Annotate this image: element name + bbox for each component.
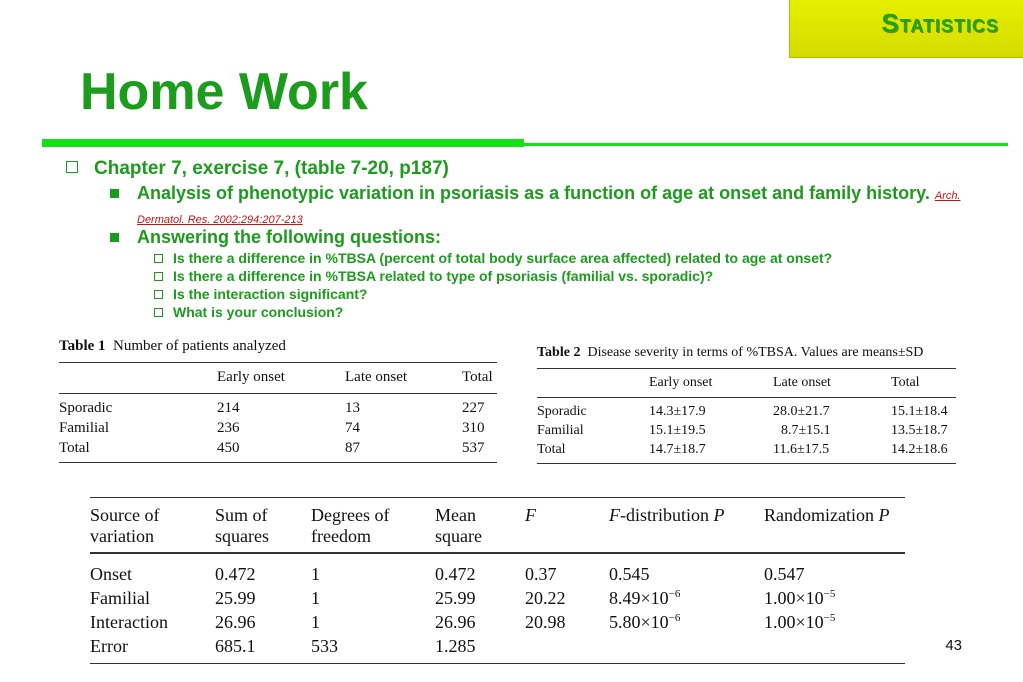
table1-cell: 13 [345, 400, 360, 416]
bullet-analysis: Analysis of phenotypic variation in psoriasis as a function of age at onset and family history. Arch. Dermatol. Res. 2002;294:207-213 [110, 183, 970, 231]
table2-cell: 14.2±18.6 [891, 442, 948, 457]
anova-cell: 0.545 [609, 564, 650, 584]
question-1: Is there a difference in %TBSA (percent of total body surface area affected) related to age at onset? [154, 250, 832, 266]
table2-cell: 11.6±17.5 [773, 442, 830, 457]
hollow-square-bullet-icon [154, 254, 163, 263]
badge-label: Statistics [881, 8, 999, 38]
hollow-square-bullet-icon [154, 272, 163, 281]
title-rule-accent [42, 139, 524, 147]
anova-cell: $5.80\times 10^{-6}$ [609, 612, 681, 632]
anova-header: F-distribution P [609, 505, 725, 525]
question-2: Is there a difference in %TBSA related to type of psoriasis (familial vs. sporadic)? [154, 268, 713, 284]
table2-header: Early onset [649, 375, 713, 390]
table1-header: Late onset [345, 369, 408, 385]
anova-header: Randomization P [764, 505, 890, 525]
anova-row-label: Familial [90, 588, 150, 608]
table2-header: Late onset [773, 375, 831, 390]
anova-cell: 20.22 [525, 588, 566, 608]
anova-header: Source of variation [90, 505, 160, 546]
bullet-answering: Answering the following questions: [110, 227, 441, 248]
anova-cell: $1.00\times 10^{-5}$ [764, 612, 836, 632]
table1-header: Early onset [217, 369, 285, 385]
table1-cell: 450 [217, 440, 240, 456]
anova-header: Degrees of freedom [311, 505, 390, 546]
table2-header: Total [891, 375, 920, 390]
filled-square-bullet-icon [110, 189, 119, 198]
table1-row-label: Sporadic [59, 400, 113, 416]
citation-link[interactable]: Arch. Dermatol. Res. 2002;294:207-213 [137, 190, 961, 226]
anova-cell: 26.96 [215, 612, 256, 632]
bullet-chapter: Chapter 7, exercise 7, (table 7-20, p187) [66, 158, 449, 180]
table2-row-label: Familial [537, 423, 584, 438]
table2-cell: 15.1±18.4 [891, 404, 948, 419]
anova-header: Sum of squares [215, 505, 269, 546]
hollow-square-bullet-icon [66, 161, 78, 173]
question-4: What is your conclusion? [154, 304, 343, 320]
page-title: Home Work [80, 63, 368, 121]
hollow-square-bullet-icon [154, 308, 163, 317]
anova-cell: 1 [311, 588, 320, 608]
anova-cell: 25.99 [215, 588, 256, 608]
table1-cell: 74 [345, 420, 360, 436]
table2-cell: 13.5±18.7 [891, 423, 948, 438]
anova-cell: 0.547 [764, 564, 805, 584]
question-3: Is the interaction significant? [154, 286, 367, 302]
anova-cell: 20.98 [525, 612, 566, 632]
table1-cell: 537 [462, 440, 485, 456]
anova-cell: $1.00\times 10^{-5}$ [764, 588, 836, 608]
table2-cell: 14.3±17.9 [649, 404, 706, 419]
anova-cell: 0.472 [435, 564, 476, 584]
hollow-square-bullet-icon [154, 290, 163, 299]
anova-cell: $8.49\times 10^{-6}$ [609, 588, 681, 608]
anova-row-label: Onset [90, 564, 132, 584]
filled-square-bullet-icon [110, 233, 119, 242]
table1-header: Total [462, 369, 493, 385]
table1-cell: 214 [217, 400, 240, 416]
anova-cell: 1 [311, 564, 320, 584]
table1-cell: 87 [345, 440, 360, 456]
anova-cell: 533 [311, 636, 338, 656]
table1-row-label: Total [59, 440, 90, 456]
anova-row-label: Error [90, 636, 128, 656]
table1-caption: Table 1 Number of patients analyzed [59, 338, 286, 354]
table2-cell: 14.7±18.7 [649, 442, 706, 457]
anova-cell: 1.285 [435, 636, 476, 656]
anova-cell: 25.99 [435, 588, 476, 608]
table2-caption: Table 2 Disease severity in terms of %TBSA. Values are means±SD [537, 345, 924, 360]
table2-row-label: Total [537, 442, 566, 457]
table2-cell: 28.0±21.7 [773, 404, 830, 419]
anova-cell: 0.472 [215, 564, 256, 584]
anova-cell: 685.1 [215, 636, 256, 656]
anova-header: F [525, 505, 536, 525]
anova-header: Mean square [435, 505, 482, 546]
anova-cell: 26.96 [435, 612, 476, 632]
table2-cell: 8.7±15.1 [781, 423, 831, 438]
statistics-badge [789, 0, 1023, 58]
anova-cell: 1 [311, 612, 320, 632]
table1-cell: 227 [462, 400, 485, 416]
table2-cell: 15.1±19.5 [649, 423, 706, 438]
table1-cell: 310 [462, 420, 485, 436]
page-number: 43 [945, 637, 962, 654]
anova-row-label: Interaction [90, 612, 168, 632]
table2-row-label: Sporadic [537, 404, 587, 419]
table1-row-label: Familial [59, 420, 109, 436]
anova-cell: 0.37 [525, 564, 557, 584]
table1-cell: 236 [217, 420, 240, 436]
